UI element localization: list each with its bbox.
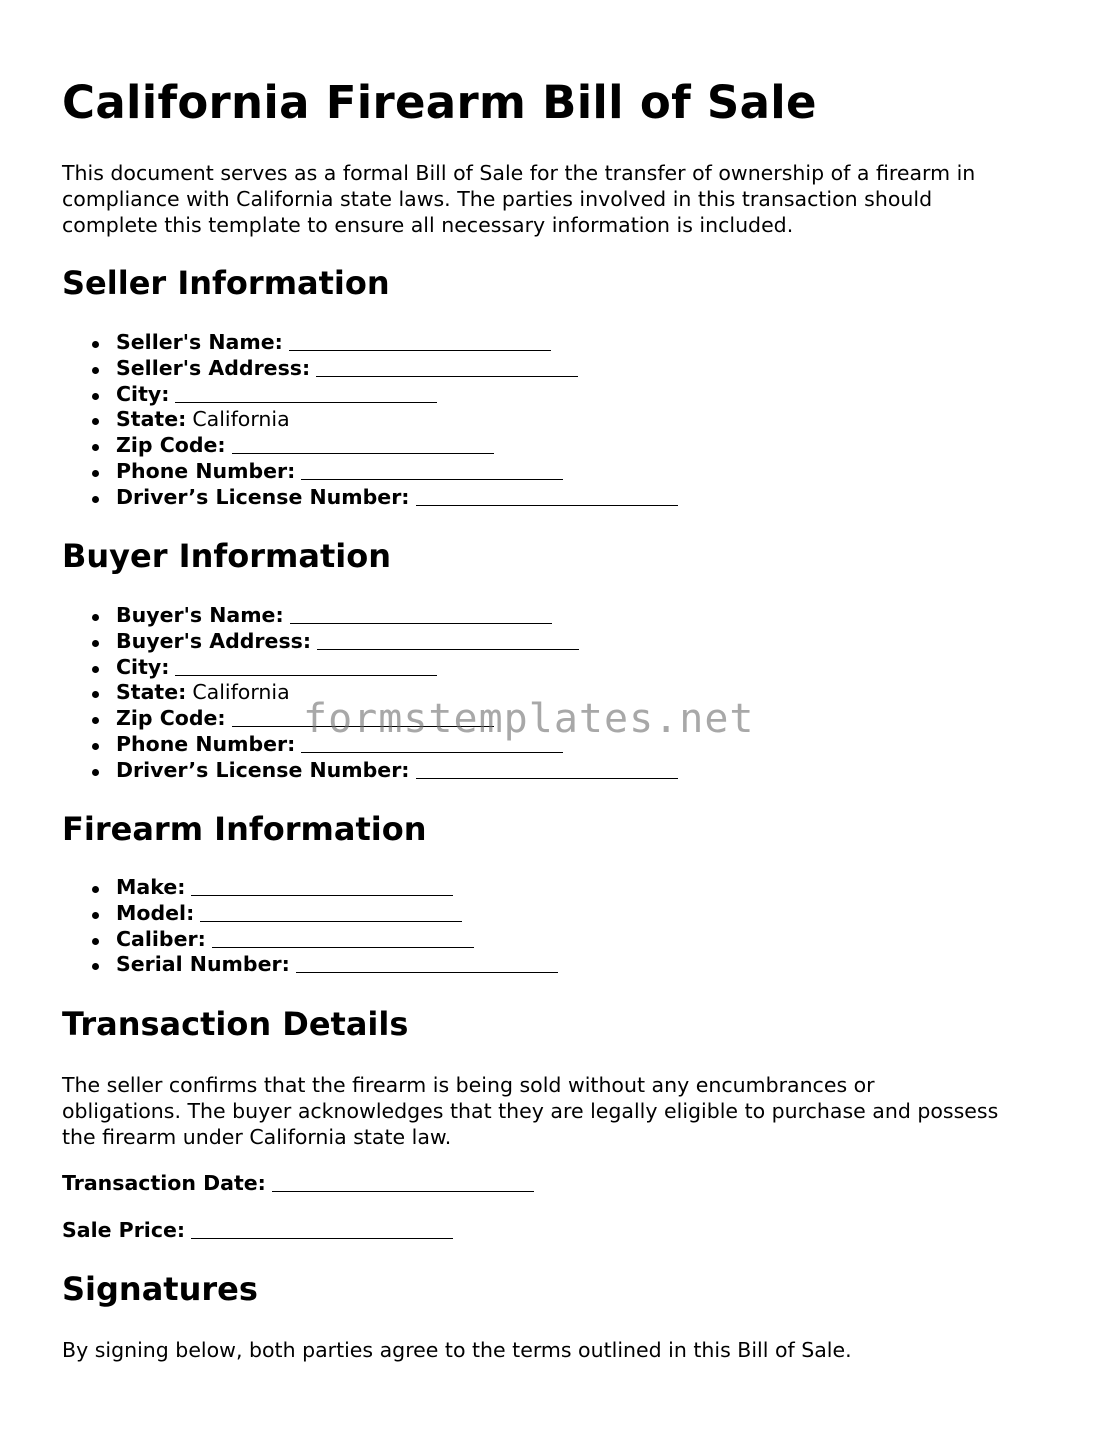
- blank-line[interactable]: [212, 927, 474, 948]
- intro-line: This document serves as a formal Bill of Sale for the transfer of ownership of a firearm in: [62, 161, 976, 185]
- firearm-heading: Firearm Information: [62, 810, 427, 848]
- seller-city-field[interactable]: City:: [62, 382, 678, 408]
- blank-line[interactable]: [200, 901, 462, 922]
- buyer-state-field: State: California: [62, 680, 678, 706]
- signatures-paragraph: By signing below, both parties agree to the terms outlined in this Bill of Sale.: [62, 1338, 852, 1362]
- seller-fields: [62, 330, 678, 511]
- blank-line[interactable]: [191, 1218, 453, 1239]
- blank-line[interactable]: [416, 485, 678, 506]
- intro-paragraph: [62, 160, 975, 238]
- transaction-line: obligations. The buyer acknowledges that they are legally eligible to purchase and possess: [62, 1099, 999, 1123]
- seller-name-field[interactable]: Seller's Name:: [62, 330, 678, 356]
- blank-line[interactable]: [301, 459, 563, 480]
- intro-line: compliance with California state laws. The parties involved in this transaction should: [62, 187, 933, 211]
- firearm-model-field[interactable]: Model:: [62, 901, 558, 927]
- transaction-date-label: Transaction Date:: [62, 1171, 266, 1195]
- buyer-name-field[interactable]: Buyer's Name:: [62, 603, 678, 629]
- buyer-zip-field[interactable]: Zip Code:: [62, 706, 678, 732]
- transaction-line: the firearm under California state law.: [62, 1125, 452, 1149]
- blank-line[interactable]: [232, 433, 494, 454]
- blank-line[interactable]: [296, 952, 558, 973]
- state-value: California: [192, 680, 290, 705]
- buyer-fields: [62, 603, 678, 784]
- buyer-phone-field[interactable]: Phone Number:: [62, 732, 678, 758]
- blank-line[interactable]: [290, 603, 552, 624]
- blank-line[interactable]: [175, 655, 437, 676]
- blank-line[interactable]: [191, 875, 453, 896]
- blank-line[interactable]: [175, 382, 437, 403]
- transaction-heading: Transaction Details: [62, 1005, 409, 1043]
- buyer-city-field[interactable]: City:: [62, 655, 678, 681]
- seller-address-field[interactable]: Seller's Address:: [62, 356, 678, 382]
- transaction-paragraph: [62, 1072, 998, 1150]
- sale-price-label: Sale Price:: [62, 1218, 186, 1242]
- intro-line: complete this template to ensure all necessary information is included.: [62, 213, 794, 237]
- firearm-caliber-field[interactable]: Caliber:: [62, 927, 558, 953]
- firearm-make-field[interactable]: Make:: [62, 875, 558, 901]
- buyer-license-field[interactable]: Driver’s License Number:: [62, 758, 678, 784]
- firearm-serial-field[interactable]: Serial Number:: [62, 952, 558, 978]
- blank-line[interactable]: [317, 629, 579, 650]
- blank-line[interactable]: [416, 758, 678, 779]
- signatures-heading: Signatures: [62, 1270, 258, 1308]
- seller-state-field: State: California: [62, 407, 678, 433]
- seller-license-field[interactable]: Driver’s License Number:: [62, 485, 678, 511]
- buyer-address-field[interactable]: Buyer's Address:: [62, 629, 678, 655]
- sale-price-field[interactable]: [62, 1218, 453, 1242]
- blank-line[interactable]: [272, 1171, 534, 1192]
- seller-zip-field[interactable]: Zip Code:: [62, 433, 678, 459]
- firearm-fields: [62, 875, 558, 978]
- document-title: California Firearm Bill of Sale: [62, 76, 817, 129]
- blank-line[interactable]: [289, 330, 551, 351]
- buyer-heading: Buyer Information: [62, 537, 391, 575]
- transaction-date-field[interactable]: [62, 1171, 534, 1195]
- state-value: California: [192, 407, 290, 432]
- watermark: formstemplates.net: [303, 696, 755, 742]
- blank-line[interactable]: [316, 356, 578, 377]
- seller-phone-field[interactable]: Phone Number:: [62, 459, 678, 485]
- transaction-line: The seller confirms that the firearm is being sold without any encumbrances or: [62, 1073, 875, 1097]
- seller-heading: Seller Information: [62, 264, 390, 302]
